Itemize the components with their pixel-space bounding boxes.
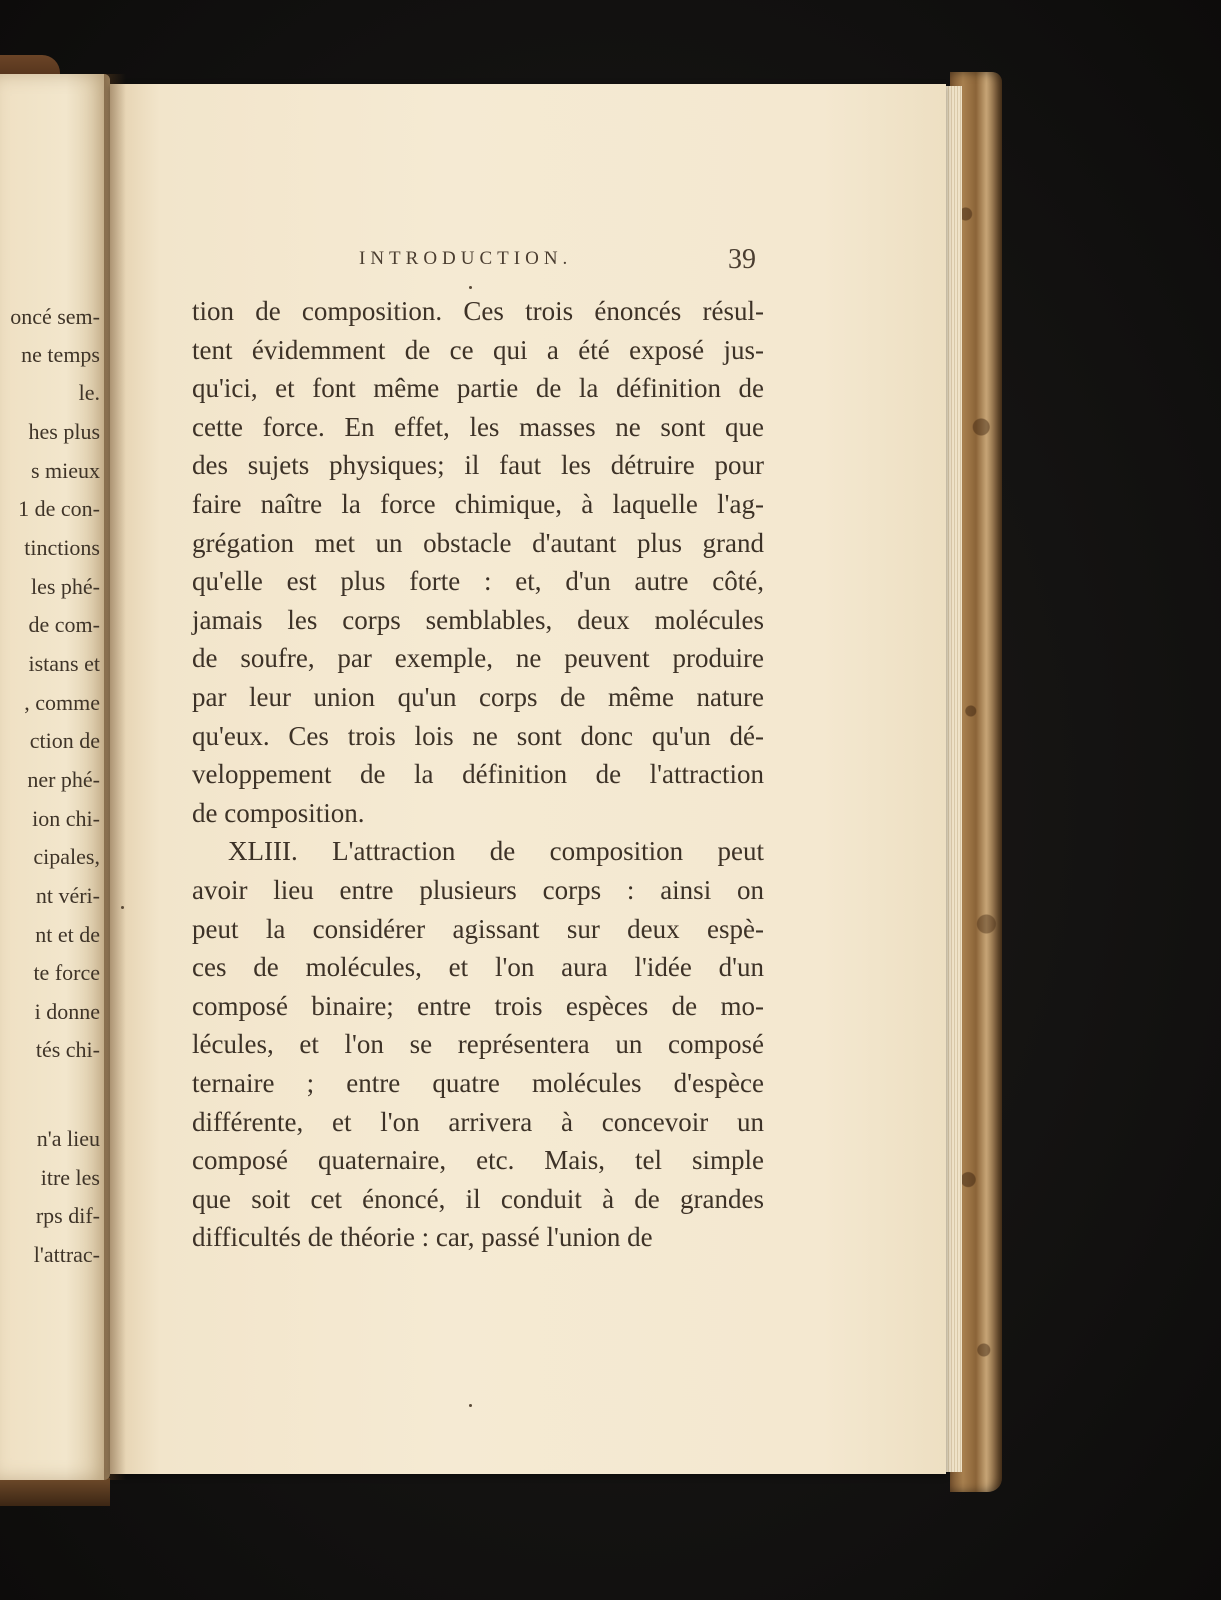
left-page-line: nt et de: [35, 922, 100, 947]
left-page-line: oncé sem-: [10, 304, 100, 329]
text-line: que soit cet énoncé, il conduit à de grandes: [192, 1183, 764, 1214]
left-page-line: i donne: [34, 999, 100, 1024]
text-line: composé quaternaire, etc. Mais, tel simple: [192, 1145, 764, 1176]
text-line: tent évidemment de ce qui a été exposé jus-: [192, 334, 764, 365]
ink-speck: [469, 1404, 472, 1407]
ink-speck: [121, 906, 124, 909]
left-page-line: hes plus: [28, 419, 100, 444]
text-line: différente, et l'on arrivera à concevoir un: [192, 1106, 764, 1137]
left-page-line: n'a lieu: [36, 1126, 100, 1151]
left-page-line: ction de: [29, 728, 100, 753]
page-number: 39: [728, 244, 756, 275]
text-line: de composition.: [192, 797, 365, 828]
text-line: lécules, et l'on se représentera un composé: [192, 1029, 764, 1060]
left-page-line: tinctions: [24, 535, 100, 560]
left-page-line: rps dif-: [35, 1203, 100, 1228]
text-line: ternaire ; entre quatre molécules d'espèce: [192, 1068, 764, 1098]
left-page-line: tés chi-: [35, 1037, 100, 1062]
left-cover-bottom: [0, 1478, 110, 1506]
left-page: [0, 74, 110, 1480]
text-line: peut la considérer agissant sur deux espè-: [192, 913, 764, 944]
text-line: qu'elle est plus forte : et, d'un autre côté,: [192, 566, 764, 597]
text-line: des sujets physiques; il faut les détruire pour: [192, 450, 764, 481]
text-line: XLIII. L'attraction de composition peut: [228, 836, 764, 867]
left-page-line: istans et: [28, 651, 100, 676]
text-line: ces de molécules, et l'on aura l'idée d'un: [192, 952, 764, 983]
left-page-line: ne temps: [21, 342, 100, 367]
ink-speck: [469, 286, 472, 289]
left-page-line: itre les: [40, 1165, 100, 1190]
text-line: qu'eux. Ces trois lois ne sont donc qu'un dé-: [192, 720, 764, 751]
text-line: composé binaire; entre trois espèces de mo-: [192, 990, 764, 1021]
left-page-line: de com-: [28, 612, 100, 637]
text-line: faire naître la force chimique, à laquelle l'ag-: [192, 489, 764, 519]
left-page-line: l'attrac-: [33, 1242, 100, 1267]
left-page-line: ner phé-: [27, 767, 100, 792]
left-page-line: , comme: [24, 690, 100, 715]
text-line: qu'ici, et font même partie de la définition de: [192, 373, 764, 404]
text-line: veloppement de la définition de l'attraction: [192, 759, 764, 790]
text-line: de soufre, par exemple, ne peuvent produire: [192, 643, 764, 674]
left-page-line: nt véri-: [35, 883, 100, 908]
gutter-shadow: [104, 74, 126, 1480]
text-line: difficultés de théorie : car, passé l'union de: [192, 1222, 653, 1253]
left-page-line: s mieux: [30, 458, 100, 483]
text-line: par leur union qu'un corps de même nature: [192, 682, 764, 712]
left-page-line: ion chi-: [32, 806, 100, 831]
text-line: tion de composition. Ces trois énoncés résul-: [192, 296, 764, 326]
running-head: INTRODUCTION.: [359, 248, 573, 269]
left-page-line: te force: [33, 960, 100, 985]
text-line: avoir lieu entre plusieurs corps : ainsi on: [192, 875, 764, 905]
left-page-line: le.: [78, 380, 100, 405]
left-page-line: cipales,: [33, 844, 100, 869]
left-page-line: 1 de con-: [18, 496, 100, 521]
text-line: grégation met un obstacle d'autant plus grand: [192, 527, 764, 558]
text-line: cette force. En effet, les masses ne sont que: [192, 411, 764, 442]
text-line: jamais les corps semblables, deux molécules: [192, 604, 764, 635]
left-page-line: les phé-: [30, 574, 100, 599]
